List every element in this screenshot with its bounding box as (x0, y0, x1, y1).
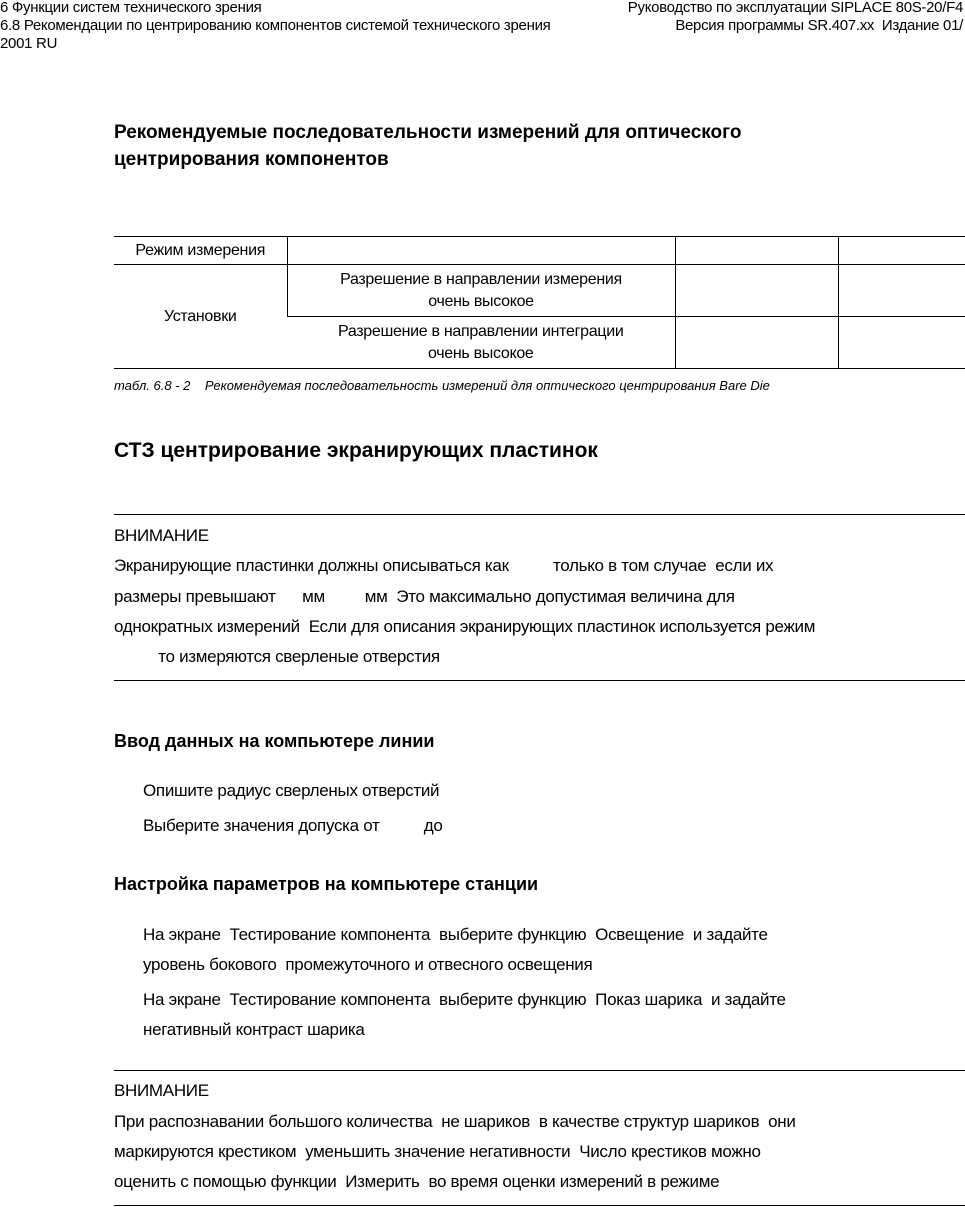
table-row (114, 237, 965, 265)
list-item: На экране Тестирование компонента выберите функцию Освещение и задайте (143, 925, 768, 944)
section-title: СТЗ центрирование экранирующих пластинок (114, 439, 598, 462)
page-title: Рекомендуемые последовательности измерений для оптического (114, 122, 742, 143)
attention-text: При распознавании большого количества не шариков в качестве структур шариков они (114, 1112, 796, 1131)
table-cell (838, 317, 965, 369)
list-item: негативный контраст шарика (143, 1020, 365, 1039)
table-cell (287, 265, 675, 317)
caption-text: Рекомендуемая последовательность измерений для оптического центрирования Bare Die (204, 378, 770, 393)
table-cell (838, 265, 965, 317)
header-chapter: 6 Функции систем технического зрения (0, 0, 262, 16)
page-title-cont: центрирования компонентов (114, 149, 389, 170)
cell-text: очень высокое (428, 292, 534, 310)
attention-text: то измеряются сверленые отверстия (114, 647, 440, 666)
table-cell (675, 237, 838, 265)
attention-text: оценить с помощью функции Измерить во время оценки измерений в режиме (114, 1172, 720, 1191)
table-cell (675, 265, 838, 317)
list-item: На экране Тестирование компонента выберите функцию Показ шарика и задайте (143, 990, 786, 1009)
header-version: Версия программы SR.407.xx Издание 01/ (675, 17, 963, 34)
cell-text: Разрешение в направлении интеграции (337, 322, 624, 340)
table-cell: Режим измерения (114, 237, 287, 265)
divider (114, 1070, 965, 1071)
table-cell (675, 317, 838, 369)
divider (114, 514, 965, 515)
measurement-table (114, 236, 965, 369)
subsection-title: Ввод данных на компьютере линии (114, 731, 435, 751)
table-caption (114, 376, 770, 396)
list-item: Выберите значения допуска от до (143, 816, 443, 835)
attention-label: ВНИМАНИЕ (114, 526, 209, 545)
attention-text: маркируются крестиком уменьшить значение негативности Число крестиков можно (114, 1142, 761, 1161)
list-item: Опишите радиус сверленых отверстий (143, 781, 440, 800)
cell-text: Разрешение в направлении измерения (340, 270, 622, 288)
attention-text: однократных измерений Если для описания экранирующих пластинок используется режим (114, 617, 816, 636)
table-row (114, 265, 965, 317)
table-cell (287, 317, 675, 369)
table-cell (838, 237, 965, 265)
header-section: 6.8 Рекомендации по центрированию компонентов системой технического зрения (0, 17, 551, 34)
list-item: уровень бокового промежуточного и отвесного освещения (143, 955, 593, 974)
subsection-title: Настройка параметров на компьютере станции (114, 874, 539, 894)
table-cell: Установки (114, 265, 287, 369)
header-version-cont: 2001 RU (0, 35, 58, 52)
attention-label: ВНИМАНИЕ (114, 1081, 209, 1100)
divider (114, 1205, 965, 1206)
header-manual: Руководство по эксплуатации SIPLACE 80S-20/F4 (627, 0, 963, 16)
attention-text: Экранирующие пластинки должны описываться как только в том случае если их (114, 556, 774, 575)
caption-number: табл. 6.8 - 2 (114, 378, 191, 393)
cell-text: очень высокое (427, 344, 534, 362)
table-cell (287, 237, 675, 265)
attention-text: размеры превышают мм мм Это максимально допустимая величина для (114, 587, 735, 606)
divider (114, 680, 965, 681)
